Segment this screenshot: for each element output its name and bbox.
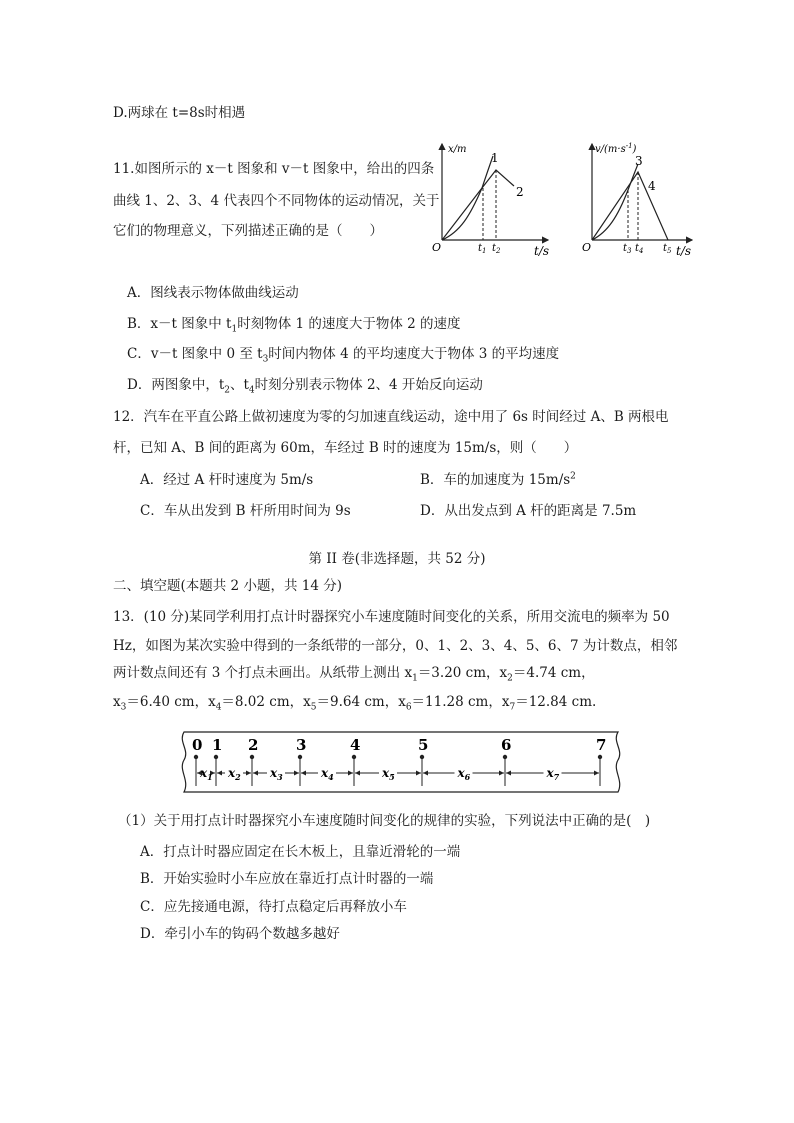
xt-curve-1: [442, 156, 493, 240]
q12-option-b: B．车的加速度为 $15m/s^2$: [420, 471, 576, 488]
q12-option-c: C．车从出发到 B 杆所用时间为 9s: [140, 503, 351, 519]
xt-curve-2: [442, 170, 514, 240]
tape-segment-label: $x_6$: [457, 766, 471, 782]
vt-curve-3: [592, 164, 638, 240]
q13-option-a: A．打点计时器应固定在长木板上，且靠近滑轮的一端: [140, 844, 461, 860]
tape-point-label: 1: [212, 736, 223, 754]
q13-line4-part: ＝6.40 cm，x: [126, 694, 216, 710]
tape-point-label: 6: [501, 736, 512, 754]
vt-curve-4: [592, 172, 668, 240]
vt-curve-3-label: 3: [635, 154, 643, 168]
tape-point-label: 5: [418, 736, 429, 754]
q13-line4-part: x: [113, 694, 121, 710]
xt-t1-label: $t_1$: [478, 243, 487, 255]
tape-segment-label: $x_3$: [270, 766, 283, 782]
q13-stem-line3: 两计数点间还有 3 个打点未画出。从纸带上测出 $x_1=3.20$ cm，$x_2=4.74$ cm，: [113, 665, 595, 684]
q13-option-b: B．开始实验时小车应放在靠近打点计时器的一端: [140, 871, 434, 887]
q12-stem-line2: 杆，已知 A、B 间的距离为 60m，车经过 B 时的速度为 15m/s，则（ ）: [113, 440, 578, 456]
vt-t4-label: $t_4$: [635, 243, 644, 255]
q11-stem-line3: 它们的物理意义，下列描述正确的是（ ）: [113, 223, 383, 239]
tape-segment-label: $x_2$: [228, 766, 241, 782]
tape-point-label: 3: [296, 736, 307, 754]
q10-option-d: D.两球在 t=8s时相遇: [113, 105, 246, 121]
part2-title: 第 II 卷(非选择题，共 52 分): [308, 551, 486, 567]
vt-curve-4-label: 4: [648, 179, 656, 193]
q13-line4-part: 3: [120, 702, 127, 713]
q11-option-d: D．两图象中，$t_2$、$t_4$时刻分别表示物体 2、4 开始反向运动: [127, 377, 483, 396]
tape-point-label: 7: [596, 736, 607, 754]
q13-stem-line1: 13．(10 分)某同学利用打点计时器探究小车速度随时间变化的关系，所用交流电的频率为 50: [113, 609, 670, 625]
tape-segment-label: $x_7$: [546, 766, 560, 782]
vt-t5-label: $t_5$: [663, 243, 672, 255]
q13-line4-part: ＝12.84 cm.: [515, 694, 597, 710]
vt-t3-label: $t_3$: [623, 243, 632, 255]
xt-curve-1-label: 1: [491, 151, 499, 165]
section-heading: 二、填空题(本题共 2 小题，共 14 分): [113, 578, 342, 594]
q13-sub1-stem: （1）关于用打点计时器探究小车速度随时间变化的规律的实验，下列说法中正确的是( ): [118, 813, 651, 829]
q13-line4-part: ＝11.28 cm，x: [411, 694, 510, 710]
tape-segment-label: $x_1$: [200, 766, 213, 782]
tape-segment-label: $x_5$: [382, 766, 395, 782]
tape-point-label: 2: [248, 736, 259, 754]
tape-point-label: 4: [350, 736, 361, 754]
xt-graph: [430, 138, 570, 260]
q13-line4-part: 4: [215, 702, 222, 713]
q12-option-d: D．从出发点到 A 杆的距离是 7.5m: [420, 503, 637, 519]
vt-y-label: $v/(m\cdot s^{-1})$: [595, 142, 637, 155]
q12-option-a: A．经过 A 杆时速度为 5m/s: [140, 472, 314, 488]
vt-x-label: t/s: [676, 244, 692, 258]
q13-stem-line4: [113, 693, 596, 711]
q11-stem-line2: 曲线 1、2、3、4 代表四个不同物体的运动情况，关于: [113, 193, 440, 209]
xt-origin: O: [432, 241, 442, 254]
q11-option-c: C．v－t 图象中 0 至 $t_3$时间内物体 4 的平均速度大于物体 3 的平均速度: [127, 346, 560, 365]
xt-t2-label: $t_2$: [492, 243, 501, 255]
tape-point-label: 0: [192, 736, 203, 754]
vt-graph: [580, 138, 710, 260]
vt-origin: O: [582, 241, 592, 254]
q13-line4-part: 5: [310, 702, 317, 713]
tape-segment-label: $x_4$: [321, 766, 334, 782]
xt-x-label: t/s: [534, 244, 550, 258]
q13-option-d: D．牵引小车的钩码个数越多越好: [140, 926, 340, 942]
q13-line4-part: 7: [509, 702, 516, 713]
xt-y-label: x/m: [448, 144, 467, 155]
q11-stem-line1: 11.如图所示的 x－t 图象和 v－t 图象中，给出的四条: [113, 161, 435, 177]
q13-line4-part: ＝9.64 cm，x: [316, 694, 406, 710]
q13-line4-part: 6: [405, 702, 412, 713]
q11-option-a: A．图线表示物体做曲线运动: [127, 285, 299, 301]
q12-stem-line1: 12．汽车在平直公路上做初速度为零的匀加速直线运动，途中用了 6s 时间经过 A、B 两根电: [113, 409, 669, 425]
xt-curve-2-label: 2: [516, 185, 524, 199]
q11-option-b: B．x－t 图象中 $t_1$时刻物体 1 的速度大于物体 2 的速度: [127, 316, 461, 335]
paper-tape-diagram: [172, 728, 628, 798]
q13-stem-line2: Hz，如图为某次实验中得到的一条纸带的一部分，0、1、2、3、4、5、6、7 为计数点，相邻: [113, 638, 678, 654]
q13-option-c: C．应先接通电源，待打点稳定后再释放小车: [140, 899, 407, 915]
q13-line4-part: ＝8.02 cm，x: [221, 694, 311, 710]
